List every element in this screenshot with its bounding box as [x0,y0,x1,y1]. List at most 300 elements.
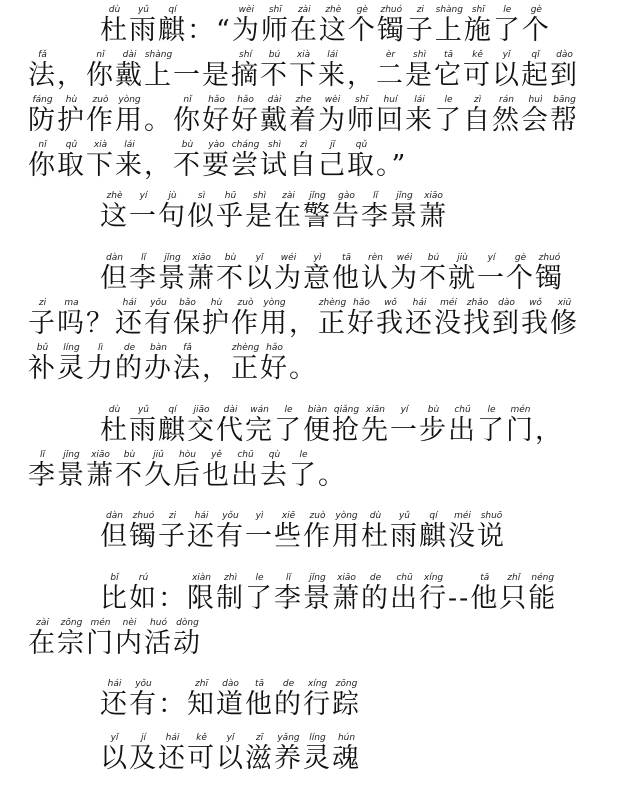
pinyin: nǐ [28,140,57,150]
pinyin: yào [202,140,231,150]
punctuation: ： [187,15,216,46]
annotated-character [506,405,535,446]
pinyin: yòng [260,298,289,308]
hanzi: 就 [448,263,477,294]
hanzi: 我 [521,308,550,339]
annotated-character [158,733,187,774]
annotated-character [100,5,129,46]
hanzi: 还 [115,308,144,339]
pinyin: qí [158,405,187,415]
pinyin: chū [390,573,419,583]
pinyin: hǎo [260,343,289,353]
annotated-character [347,5,377,46]
pinyin: huí [376,95,405,105]
annotated-character [318,140,347,181]
pinyin: méi [448,511,477,521]
annotated-character [231,450,260,491]
hanzi: 自 [289,150,318,181]
annotated-character [115,298,144,339]
annotated-character [303,679,332,720]
pinyin: xiē [274,511,303,521]
pinyin: wéi [390,253,419,263]
hanzi: 门 [506,415,535,446]
pinyin: fǎ [28,50,57,60]
annotated-character [448,253,477,294]
pinyin: hái [405,298,434,308]
annotated-character [260,298,289,339]
hanzi: 杜 [100,415,129,446]
pinyin: bú [419,253,448,263]
hanzi: 取 [347,150,376,181]
hanzi: 认 [361,263,390,294]
annotated-character [216,191,245,232]
pinyin: bǔ [28,343,57,353]
hanzi: 护 [202,308,231,339]
hanzi: 吗 [57,308,86,339]
pinyin: zhì [216,573,245,583]
punctuation: 。 [144,105,173,136]
pinyin: yǒu [144,298,173,308]
pinyin: lì [86,343,115,353]
annotated-character [86,618,115,659]
annotated-character [187,679,216,720]
pinyin: yòng [332,511,361,521]
pinyin: xiāo [187,253,216,263]
pinyin: jù [158,191,187,201]
hanzi: 没 [448,521,477,552]
annotated-character [187,191,216,232]
pinyin: qǔ [347,140,376,150]
annotated-character [499,573,529,614]
annotated-character [390,253,419,294]
hanzi: 似 [187,201,216,232]
annotated-character [274,511,303,552]
pinyin: shī [347,95,376,105]
pinyin: zi [158,511,187,521]
pinyin: yì [303,253,332,263]
hanzi: 景 [57,460,86,491]
pinyin: lǐ [129,253,158,263]
text-line [0,190,640,244]
annotated-character [187,733,216,774]
pinyin: sì [187,191,216,201]
pinyin: de [115,343,144,353]
annotated-character [492,298,521,339]
annotated-character [187,405,216,446]
annotated-character [158,191,187,232]
annotated-character [463,298,492,339]
hanzi: 麒 [158,415,187,446]
annotated-character [173,343,202,384]
punctuation: 一 [173,60,202,91]
pinyin: tā [332,253,361,263]
pinyin: chū [448,405,477,415]
pinyin: lǐ [361,191,390,201]
hanzi: 己 [318,150,347,181]
pinyin: yí [129,191,158,201]
pinyin: qǔ [57,140,86,150]
pinyin: shì [245,191,274,201]
pinyin: líng [303,733,332,743]
annotated-character [448,405,477,446]
pinyin: le [492,5,522,15]
pinyin: yǐ [100,733,129,743]
annotated-character [318,298,347,339]
annotated-character [419,405,448,446]
pinyin: bù [419,405,448,415]
annotated-character [115,343,144,384]
annotated-character [390,573,419,614]
annotated-character [303,733,332,774]
hanzi: 些 [274,521,303,552]
annotated-character [115,50,144,91]
hanzi: 没 [434,308,463,339]
hanzi: 还 [405,308,434,339]
annotated-character [100,679,129,720]
pinyin: bù [173,140,202,150]
annotated-character [477,511,506,552]
hanzi: 以 [492,60,521,91]
annotated-character [158,5,187,46]
pinyin: hái [187,511,216,521]
pinyin: yì [245,511,274,521]
pinyin: hǎo [347,298,376,308]
hanzi: 用 [332,521,361,552]
pinyin: méi [434,298,463,308]
annotated-character [419,253,448,294]
pinyin: líng [57,343,86,353]
annotated-character [57,450,86,491]
hanzi: 好 [202,105,231,136]
pinyin: qiǎng [332,405,361,415]
hanzi: 找 [463,308,492,339]
pinyin: le [434,95,463,105]
hanzi: 李 [274,583,303,614]
pinyin: jǐng [303,191,332,201]
annotated-character [173,140,202,181]
pinyin: xiāo [419,191,448,201]
hanzi: 李 [28,460,57,491]
pinyin: yǐ [245,253,274,263]
hanzi: 法 [173,353,202,384]
hanzi: 去 [260,460,289,491]
pinyin: ma [57,298,86,308]
annotated-character [260,5,290,46]
pinyin: nǐ [173,95,202,105]
annotated-character [86,450,115,491]
annotated-character [86,140,115,181]
pinyin: hún [332,733,361,743]
hanzi: 你 [173,105,202,136]
annotated-character [405,95,434,136]
pinyin: yǔ [129,5,158,15]
hanzi: 魂 [332,743,361,774]
hanzi: 正 [231,353,260,384]
annotated-character [245,573,274,614]
hanzi: 李 [361,201,390,232]
pinyin: le [477,405,506,415]
annotated-character [100,733,129,774]
pinyin: bǐ [100,573,129,583]
annotated-character [332,191,361,232]
pinyin: lǐ [28,450,57,460]
annotated-character [202,450,231,491]
hanzi: 行 [303,689,332,720]
pinyin: nǐ [86,50,115,60]
pinyin: zhe [289,95,318,105]
hanzi: 上 [144,60,173,91]
hanzi: 法 [28,60,57,91]
hanzi: 师 [260,15,290,46]
pinyin: tā [245,679,274,689]
hanzi: 知 [187,689,216,720]
hanzi: 但 [100,521,129,552]
pinyin: wèi [318,95,347,105]
hanzi: 告 [332,201,361,232]
annotated-character [115,618,144,659]
pinyin: yǐ [216,733,245,743]
annotated-character [419,511,448,552]
annotated-character [28,450,57,491]
hanzi: 在 [28,628,57,659]
pinyin: xiāo [332,573,361,583]
pinyin: gè [521,5,551,15]
annotated-character [390,405,419,446]
annotated-character [245,511,274,552]
annotated-character [506,253,535,294]
pinyin: zōng [57,618,86,628]
pinyin: yǐ [492,50,521,60]
annotated-character [274,573,303,614]
hanzi: 以 [100,743,129,774]
punctuation: ？ [86,308,115,339]
annotated-character [477,253,506,294]
hanzi: 说 [477,521,506,552]
pinyin: hù [57,95,86,105]
pinyin: dàn [100,511,129,521]
annotated-character [187,253,216,294]
pinyin: bù [216,253,245,263]
text-line [0,139,640,193]
pinyin: mén [86,618,115,628]
pinyin: qí [158,5,187,15]
annotated-character [57,343,86,384]
hanzi: 了 [245,583,274,614]
punctuation: 。 [289,353,318,384]
pinyin: shàng [434,5,464,15]
pinyin: biàn [303,405,332,415]
hanzi: 意 [303,263,332,294]
annotated-character [419,573,448,614]
pinyin: yí [477,253,506,263]
annotated-character [129,5,158,46]
annotated-character [361,191,390,232]
hanzi: 一 [477,263,506,294]
annotated-character [260,450,289,491]
hanzi: 二 [376,60,405,91]
annotated-character [187,573,216,614]
pinyin: wǒ [376,298,405,308]
hanzi: 镯 [376,15,406,46]
pinyin: hái [115,298,144,308]
pinyin: dài [115,50,144,60]
pinyin: yǒu [129,679,158,689]
hanzi: 麒 [158,15,187,46]
annotated-character [376,298,405,339]
annotated-character [28,298,57,339]
hanzi: 了 [289,460,318,491]
hanzi: 了 [477,415,506,446]
annotated-character [86,95,115,136]
annotated-character [231,50,260,91]
hanzi: 护 [57,105,86,136]
pinyin: jiāo [187,405,216,415]
pinyin: jǐng [303,573,332,583]
annotated-character [28,50,57,91]
annotated-character [274,191,303,232]
hanzi: 了 [274,415,303,446]
annotated-character [274,253,303,294]
annotated-character [57,140,86,181]
annotated-character [129,511,158,552]
pinyin: xiān [361,405,390,415]
annotated-character [332,573,361,614]
pinyin: zài [289,5,319,15]
hanzi: 警 [303,201,332,232]
annotated-character [129,679,158,720]
annotated-character [187,511,216,552]
annotated-character [144,450,173,491]
annotated-character [245,405,274,446]
annotated-character [528,573,558,614]
pinyin: dào [492,298,521,308]
pinyin: shì [405,50,434,60]
pinyin: hòu [173,450,202,460]
annotated-character [260,50,289,91]
hanzi: 子 [405,15,435,46]
pinyin: nèi [115,618,144,628]
hanzi: 有 [216,521,245,552]
hanzi: 好 [231,105,260,136]
hanzi: 杜 [100,15,129,46]
hanzi: 为 [390,263,419,294]
annotated-character [550,95,579,136]
pinyin: zhī [187,679,216,689]
pinyin: dù [100,5,129,15]
hanzi: 还 [100,689,129,720]
annotated-character [303,253,332,294]
annotated-character [289,50,318,91]
annotated-character [100,511,129,552]
hanzi: 句 [158,201,187,232]
punctuation: ， [347,60,376,91]
pinyin: gè [506,253,535,263]
annotated-character [129,573,158,614]
annotated-character [216,679,245,720]
pinyin: qǐ [521,50,550,60]
pinyin: rú [129,573,158,583]
annotated-character [129,733,158,774]
annotated-character [390,191,419,232]
pinyin: zi [28,298,57,308]
annotated-character [289,140,318,181]
pinyin: bǎo [173,298,202,308]
annotated-character [289,5,319,46]
annotated-character [470,573,500,614]
hanzi: 下 [86,150,115,181]
hanzi: 交 [187,415,216,446]
hanzi: 作 [231,308,260,339]
pinyin: bù [115,450,144,460]
hanzi: 活 [144,628,173,659]
hanzi: 到 [492,308,521,339]
pinyin: lǐ [274,573,303,583]
annotated-character [274,405,303,446]
hanzi: 出 [448,415,477,446]
punctuation: 。 [318,460,347,491]
pinyin: jǐng [158,253,187,263]
pinyin: jǐ [318,140,347,150]
punctuation: ： [158,583,187,614]
hanzi: 乎 [216,201,245,232]
hanzi: 只 [499,583,529,614]
hanzi: 萧 [419,201,448,232]
pinyin: zuò [303,511,332,521]
pinyin: zōng [332,679,361,689]
hanzi: 雨 [129,15,158,46]
hanzi: 到 [550,60,579,91]
hanzi: 防 [28,105,57,136]
annotated-character [260,343,289,384]
annotated-character [361,573,390,614]
hanzi: 踪 [332,689,361,720]
annotated-character [405,298,434,339]
pinyin: jiǔ [144,450,173,460]
hanzi: 他 [332,263,361,294]
hanzi: 回 [376,105,405,136]
hanzi: 先 [361,415,390,446]
annotated-character [100,191,129,232]
hanzi: 用 [115,105,144,136]
hanzi: 不 [216,263,245,294]
hanzi: 他 [470,583,500,614]
punctuation: ， [57,60,86,91]
annotated-character [115,140,144,181]
text-line [0,449,640,503]
annotated-character [28,95,57,136]
hanzi: 不 [115,460,144,491]
annotated-character [231,343,260,384]
hanzi: 但 [100,263,129,294]
hanzi: 抢 [332,415,361,446]
annotated-character [144,298,173,339]
hanzi: 了 [492,15,522,46]
pinyin: zi [405,5,435,15]
pinyin: èr [376,50,405,60]
hanzi: 摘 [231,60,260,91]
annotated-character [245,733,274,774]
annotated-character [216,511,245,552]
annotated-character [463,5,493,46]
pinyin: shí [231,50,260,60]
annotated-character [274,733,303,774]
text-line [0,510,640,564]
hanzi: 如 [129,583,158,614]
annotated-character [361,511,390,552]
hanzi: 个 [521,15,551,46]
annotated-character [28,618,57,659]
pinyin: bāng [550,95,579,105]
